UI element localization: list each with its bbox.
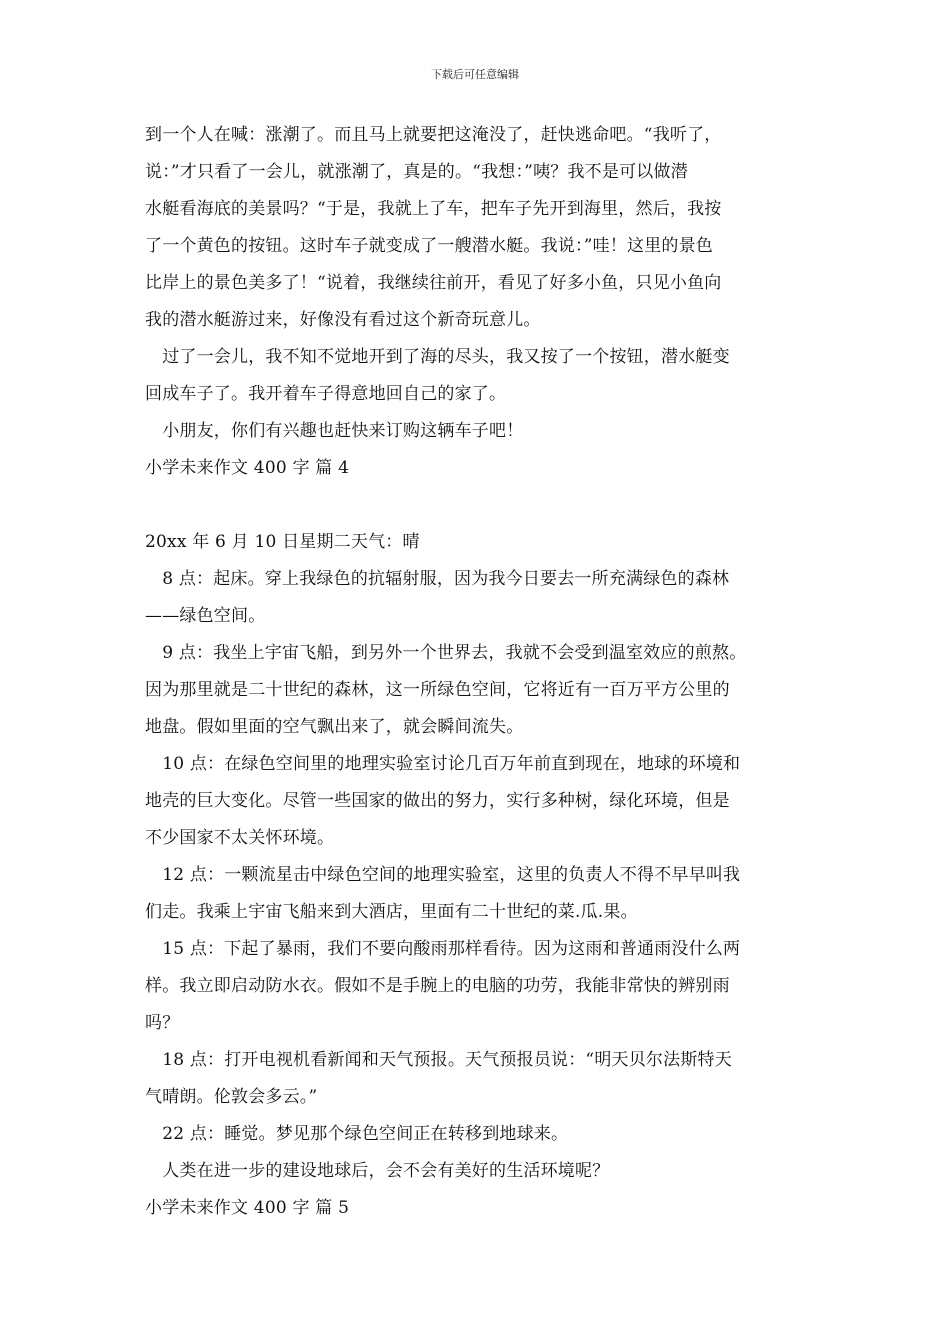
text-line: 人类在进一步的建设地球后，会不会有美好的生活环境呢？	[145, 1161, 610, 1181]
text-line: 我的潜水艇游过来，好像没有看过这个新奇玩意儿。	[145, 310, 541, 330]
text-line: 样。我立即启动防水衣。假如不是手腕上的电脑的功劳，我能非常快的辨别雨	[145, 976, 730, 996]
text-line: 地盘。假如里面的空气飘出来了，就会瞬间流失。	[145, 717, 524, 737]
blank-line	[145, 487, 815, 524]
section-heading: 小学未来作文 400 字 篇 5	[145, 1198, 350, 1218]
text-line: 8 点：起床。穿上我绿色的抗辐射服，因为我今日要去一所充满绿色的森林	[145, 569, 730, 589]
text-line: 们走。我乘上宇宙飞船来到大酒店，里面有二十世纪的菜.瓜.果。	[145, 902, 638, 922]
text-line: ——绿色空间。	[145, 606, 266, 626]
page-header: 下载后可任意编辑	[431, 68, 519, 81]
diary-date-line: 20xx 年 6 月 10 日星期二天气：晴	[145, 532, 420, 552]
text-line: 吗？	[145, 1013, 180, 1033]
text-line: 9 点：我坐上宇宙飞船，到另外一个世界去，我就不会受到温室效应的煎熬。	[145, 643, 747, 663]
text-line: 说：”才只看了一会儿，就涨潮了，真是的。“我想：”咦？我不是可以做潜	[145, 162, 688, 182]
text-line: 因为那里就是二十世纪的森林，这一所绿色空间，它将近有一百万平方公里的	[145, 680, 730, 700]
document-body	[145, 117, 815, 1227]
text-line: 到一个人在喊：涨潮了。而且马上就要把这淹没了，赶快逃命吧。“我听了，	[145, 125, 722, 145]
text-line: 气晴朗。伦敦会多云。”	[145, 1087, 318, 1107]
text-line: 15 点：下起了暴雨，我们不要向酸雨那样看待。因为这雨和普通雨没什么两	[145, 939, 741, 959]
text-line: 过了一会儿，我不知不觉地开到了海的尽头，我又按了一个按钮，潜水艇变	[145, 347, 730, 367]
text-line: 12 点：一颗流星击中绿色空间的地理实验室，这里的负责人不得不早早叫我	[145, 865, 741, 885]
text-line: 比岸上的景色美多了！“说着，我继续往前开，看见了好多小鱼，只见小鱼向	[145, 273, 722, 293]
text-line: 水艇看海底的美景吗？“于是，我就上了车，把车子先开到海里，然后，我按	[145, 199, 722, 219]
text-line: 18 点：打开电视机看新闻和天气预报。天气预报员说：“明天贝尔法斯特天	[145, 1050, 732, 1070]
text-line: 10 点：在绿色空间里的地理实验室讨论几百万年前直到现在，地球的环境和	[145, 754, 741, 774]
text-line: 回成车子了。我开着车子得意地回自己的家了。	[145, 384, 507, 404]
text-line: 22 点：睡觉。梦见那个绿色空间正在转移到地球来。	[145, 1124, 569, 1144]
text-line: 不少国家不太关怀环境。	[145, 828, 335, 848]
text-line: 了一个黄色的按钮。这时车子就变成了一艘潜水艇。我说：”哇！这里的景色	[145, 236, 713, 256]
section-heading: 小学未来作文 400 字 篇 4	[145, 458, 350, 478]
text-line: 地壳的巨大变化。尽管一些国家的做出的努力，实行多种树，绿化环境，但是	[145, 791, 730, 811]
text-line: 小朋友，你们有兴趣也赶快来订购这辆车子吧！	[145, 421, 524, 441]
